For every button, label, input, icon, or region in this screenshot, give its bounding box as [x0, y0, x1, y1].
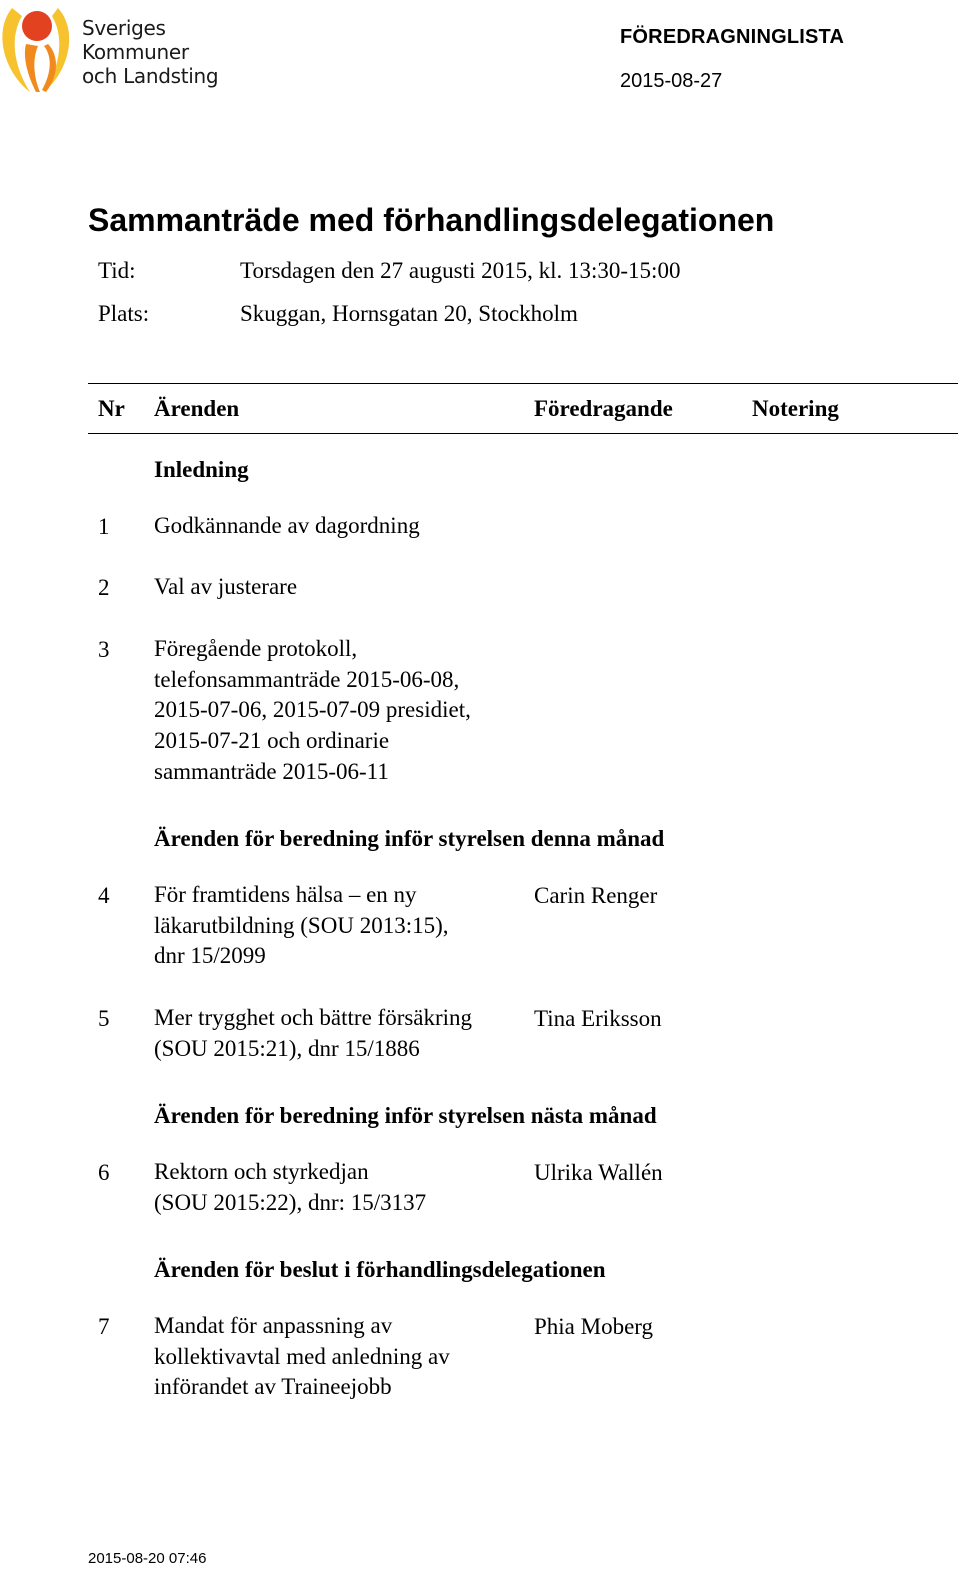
document-date: 2015-08-27: [620, 70, 723, 92]
column-header-notering: Notering: [752, 396, 839, 421]
column-header-foredragande: Föredragande: [534, 396, 673, 421]
column-header-nr: Nr: [98, 396, 125, 421]
time-value: Torsdagen den 27 augusti 2015, kl. 13:30-15:00: [240, 258, 681, 283]
item-number: 3: [98, 637, 110, 662]
item-title-line: telefonsammanträde 2015-06-08,: [154, 666, 460, 692]
item-title-line: dnr 15/2099: [154, 943, 266, 969]
item-title-line: (SOU 2015:21), dnr 15/1886: [154, 1035, 420, 1061]
section-heading: Inledning: [154, 457, 249, 482]
document-type: FÖREDRAGNINGLISTA: [620, 26, 845, 48]
item-title-line: För framtidens hälsa – en ny: [154, 882, 417, 907]
column-header-arenden: Ärenden: [154, 396, 240, 421]
item-number: 6: [98, 1160, 110, 1185]
table-header-rule: [88, 433, 958, 434]
item-title: [154, 572, 297, 603]
logo-line-2: Kommuner: [82, 40, 189, 64]
item-title-line: 2015-07-06, 2015-07-09 presidiet,: [154, 697, 471, 723]
item-number: 1: [98, 514, 110, 539]
place-value: Skuggan, Hornsgatan 20, Stockholm: [240, 301, 578, 326]
place-label: Plats:: [98, 301, 150, 326]
item-title: [154, 1157, 426, 1218]
section-heading: Ärenden för beslut i förhandlingsdelegationen: [154, 1257, 606, 1282]
skl-logo-icon: [0, 0, 80, 100]
item-title-line: Rektorn och styrkedjan: [154, 1159, 369, 1184]
item-title: [154, 634, 471, 788]
item-number: 7: [98, 1314, 110, 1339]
item-title-line: Val av justerare: [154, 574, 298, 599]
footer-timestamp: 2015-08-20 07:46: [88, 1550, 207, 1567]
logo-line-3: och Landsting: [82, 64, 219, 88]
item-title-line: införandet av Traineejobb: [154, 1374, 392, 1400]
item-title-line: Mer trygghet och bättre försäkring: [154, 1005, 473, 1030]
item-presenter: Carin Renger: [534, 883, 658, 908]
item-title-line: sammanträde 2015-06-11: [154, 758, 389, 784]
item-title-line: 2015-07-21 och ordinarie: [154, 728, 390, 754]
item-number: 2: [98, 575, 110, 600]
item-title: [154, 1003, 472, 1064]
item-presenter: Phia Moberg: [534, 1314, 654, 1339]
item-title: [154, 880, 449, 972]
table-top-rule: [88, 383, 958, 384]
item-title-line: Mandat för anpassning av: [154, 1313, 393, 1338]
item-number: 4: [98, 883, 110, 908]
page-title: Sammanträde med förhandlingsdelegationen: [88, 202, 775, 238]
time-label: Tid:: [98, 258, 136, 283]
logo-line-1: Sveriges: [82, 16, 166, 40]
section-heading: Ärenden för beredning inför styrelsen denna månad: [154, 826, 665, 851]
item-title-line: kollektivavtal med anledning av: [154, 1343, 450, 1369]
item-title: [154, 511, 420, 542]
item-presenter: Ulrika Wallén: [534, 1160, 663, 1185]
item-title-line: Föregående protokoll,: [154, 636, 358, 661]
item-title-line: (SOU 2015:22), dnr: 15/3137: [154, 1189, 427, 1215]
skl-logo: [0, 0, 230, 100]
item-title: [154, 1311, 450, 1403]
item-title-line: Godkännande av dagordning: [154, 513, 420, 538]
item-number: 5: [98, 1006, 110, 1031]
section-heading: Ärenden för beredning inför styrelsen nästa månad: [154, 1103, 657, 1128]
item-presenter: Tina Eriksson: [534, 1006, 662, 1031]
item-title-line: läkarutbildning (SOU 2013:15),: [154, 912, 449, 938]
